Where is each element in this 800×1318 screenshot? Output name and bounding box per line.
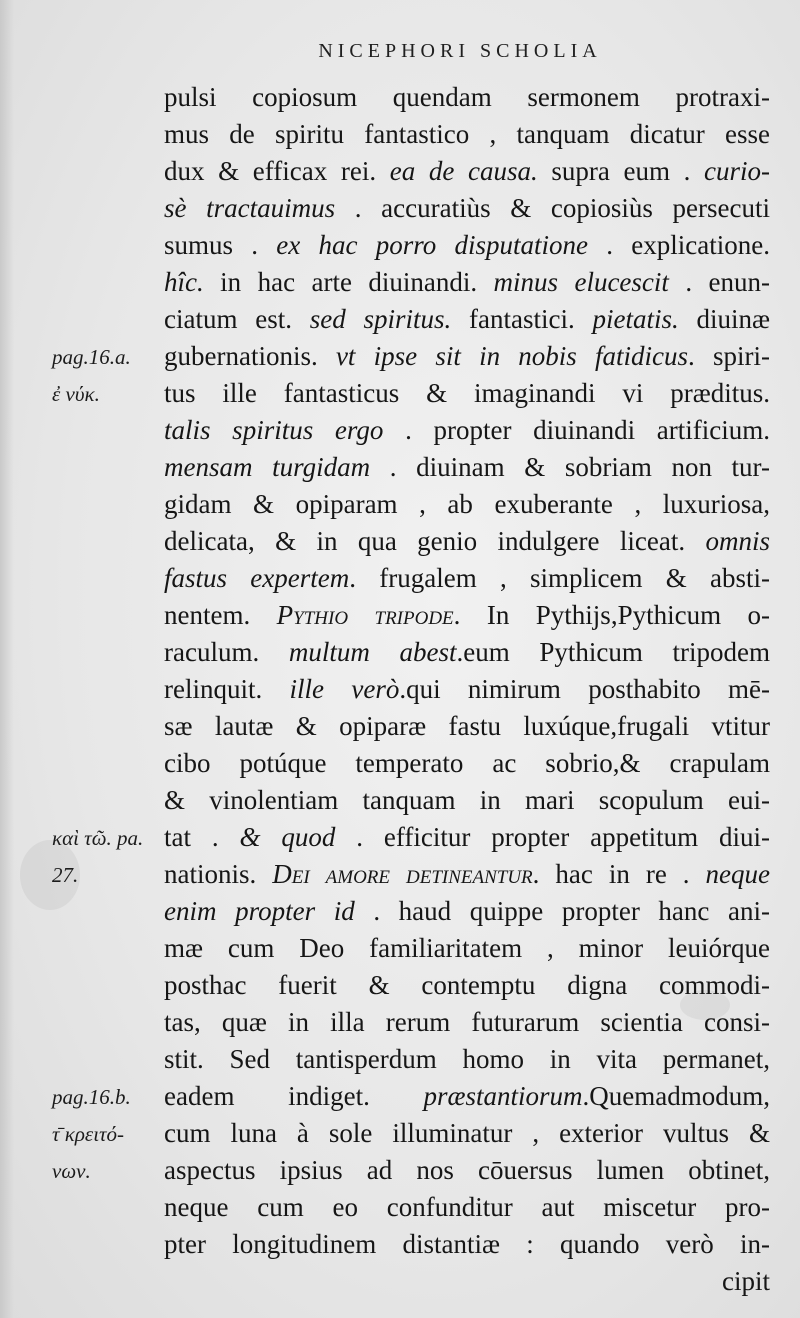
- italic-lemma: mensam turgidam: [164, 452, 371, 482]
- italic-lemma: Pythio tripode: [276, 600, 454, 630]
- text-line: [164, 1152, 770, 1189]
- text-line: [164, 227, 770, 264]
- italic-lemma: minus elucescit: [493, 267, 669, 297]
- text-segment: dux & efficax rei.: [164, 156, 390, 186]
- text-segment: mus de spiritu fantastico , tanquam dicatur esse: [164, 119, 770, 149]
- text-line: [164, 523, 770, 560]
- text-segment: .Quemadmodum,: [582, 1081, 770, 1111]
- text-segment: cibo potúque temperato ac sobrio,& crapulam: [164, 748, 770, 778]
- italic-lemma: Dei amore detineantur: [272, 859, 533, 889]
- text-segment: gubernationis.: [164, 341, 336, 371]
- italic-lemma: fastus expertem: [164, 563, 350, 593]
- italic-lemma: ea de causa.: [389, 156, 538, 186]
- text-segment: posthac fuerit & contemptu digna commodi-: [164, 970, 770, 1000]
- text-segment: .qui nimirum posthabito mē-: [399, 674, 770, 704]
- text-segment: diuinæ: [678, 304, 770, 334]
- margin-note: νων.: [52, 1159, 91, 1183]
- text-segment: delicata, & in qua genio indulgere liceat.: [164, 526, 706, 556]
- text-line: [164, 1115, 770, 1152]
- text-line: [164, 634, 770, 671]
- text-line: [164, 486, 770, 523]
- text-line: [164, 708, 770, 745]
- running-header: NICEPHORI SCHOLIA: [318, 40, 602, 62]
- text-segment: mæ cum Deo familiaritatem , minor leuiórque: [164, 933, 770, 963]
- text-line: [164, 449, 770, 486]
- text-line: [164, 79, 770, 116]
- text-segment: nentem.: [164, 600, 277, 630]
- text-segment: tus ille fantasticus & imaginandi vi præditus.: [164, 378, 770, 408]
- text-segment: aspectus ipsius ad nos cōuersus lumen obtinet,: [164, 1155, 770, 1185]
- text-segment: nationis.: [164, 859, 273, 889]
- text-line: [164, 893, 770, 930]
- text-segment: . spiri-: [688, 341, 770, 371]
- italic-lemma: & quod: [239, 822, 336, 852]
- text-segment: pter longitudinem distantiæ : quando verò in-: [164, 1229, 770, 1259]
- italic-lemma: talis spiritus ergo: [164, 415, 384, 445]
- italic-lemma: neque: [705, 859, 770, 889]
- margin-note: καὶ τῶ. pa.: [52, 826, 144, 850]
- text-line: [164, 301, 770, 338]
- italic-lemma: præstantiorum: [423, 1081, 583, 1111]
- text-segment: cum luna à sole illuminatur , exterior vultus &: [164, 1118, 770, 1148]
- italic-lemma: multum abest: [288, 637, 457, 667]
- text-line: [164, 745, 770, 782]
- text-segment: . propter diuinandi artificium.: [383, 415, 771, 445]
- text-segment: ciatum est.: [164, 304, 310, 334]
- text-segment: . enun-: [668, 267, 770, 297]
- text-segment: . In Pythijs,Pythicum o-: [453, 600, 770, 630]
- text-line: [164, 856, 770, 893]
- italic-lemma: curio-: [704, 156, 770, 186]
- text-segment: & vinolentiam tanquam in mari scopulum eui-: [164, 785, 770, 815]
- text-segment: eadem indiget.: [164, 1081, 424, 1111]
- italic-lemma: omnis: [705, 526, 770, 556]
- text-line: [164, 819, 770, 856]
- italic-lemma: sed spiritus.: [309, 304, 452, 334]
- text-segment: .eum Pythicum tripodem: [456, 637, 770, 667]
- text-line: [164, 1078, 770, 1115]
- margin-note: pag.16.b.: [52, 1085, 131, 1109]
- text-segment: sumus .: [164, 230, 277, 260]
- italic-lemma: enim propter id: [164, 896, 355, 926]
- text-segment: in hac arte diuinandi.: [203, 267, 494, 297]
- margin-note: 27.: [52, 863, 79, 887]
- text-segment: . explicatione.: [588, 230, 770, 260]
- text-line: [164, 1263, 770, 1300]
- text-line: [164, 264, 770, 301]
- text-segment: . frugalem , simplicem & absti-: [349, 563, 770, 593]
- text-segment: gidam & opiparam , ab exuberante , luxuriosa,: [164, 489, 770, 519]
- text-segment: pulsi copiosum quendam sermonem protraxi-: [164, 82, 770, 112]
- italic-lemma: vt ipse sit in nobis fatidicus: [335, 341, 689, 371]
- text-line: [164, 190, 770, 227]
- page-gutter-shadow: [0, 0, 14, 1318]
- text-line: [164, 967, 770, 1004]
- text-line: [164, 1189, 770, 1226]
- text-segment: tat .: [164, 822, 240, 852]
- text-segment: . accuratiùs & copiosiùs persecuti: [335, 193, 770, 223]
- margin-note: τ̄ κρειτό-: [52, 1122, 125, 1146]
- body-text: [164, 79, 770, 1300]
- text-segment: . diuinam & sobriam non tur-: [370, 452, 771, 482]
- text-line: [164, 782, 770, 819]
- text-line: [164, 1226, 770, 1263]
- text-segment: stit. Sed tantisperdum homo in vita permanet,: [164, 1044, 770, 1074]
- italic-lemma: pietatis.: [592, 304, 679, 334]
- text-segment: raculum.: [164, 637, 289, 667]
- text-line: [164, 930, 770, 967]
- text-segment: relinquit.: [164, 674, 290, 704]
- italic-lemma: hîc.: [164, 267, 204, 297]
- text-line: [164, 1004, 770, 1041]
- text-line: [164, 560, 770, 597]
- text-line: [164, 412, 770, 449]
- italic-lemma: ex hac porro disputatione: [276, 230, 589, 260]
- text-line: [164, 597, 770, 634]
- text-segment: cipit: [722, 1266, 770, 1296]
- text-line: [164, 375, 770, 412]
- text-segment: tas, quæ in illa rerum futurarum scientia consi-: [164, 1007, 770, 1037]
- text-segment: . efficitur propter appetitum diui-: [335, 822, 770, 852]
- italic-lemma: sè tractauimus: [164, 193, 336, 223]
- text-line: [164, 116, 770, 153]
- text-line: [164, 338, 770, 375]
- text-line: [164, 1041, 770, 1078]
- text-line: [164, 671, 770, 708]
- text-line: [164, 153, 770, 190]
- text-segment: neque cum eo confunditur aut miscetur pro-: [164, 1192, 770, 1222]
- text-segment: . haud quippe propter hanc ani-: [354, 896, 770, 926]
- italic-lemma: ille verò: [289, 674, 400, 704]
- margin-note: pag.16.a.: [52, 345, 131, 369]
- text-segment: fantastici.: [451, 304, 593, 334]
- text-segment: . hac in re .: [532, 859, 706, 889]
- text-segment: sæ lautæ & opiparæ fastu luxúque,frugali vtitur: [164, 711, 770, 741]
- text-segment: supra eum .: [537, 156, 705, 186]
- margin-note: ἐ νύκ.: [52, 382, 100, 406]
